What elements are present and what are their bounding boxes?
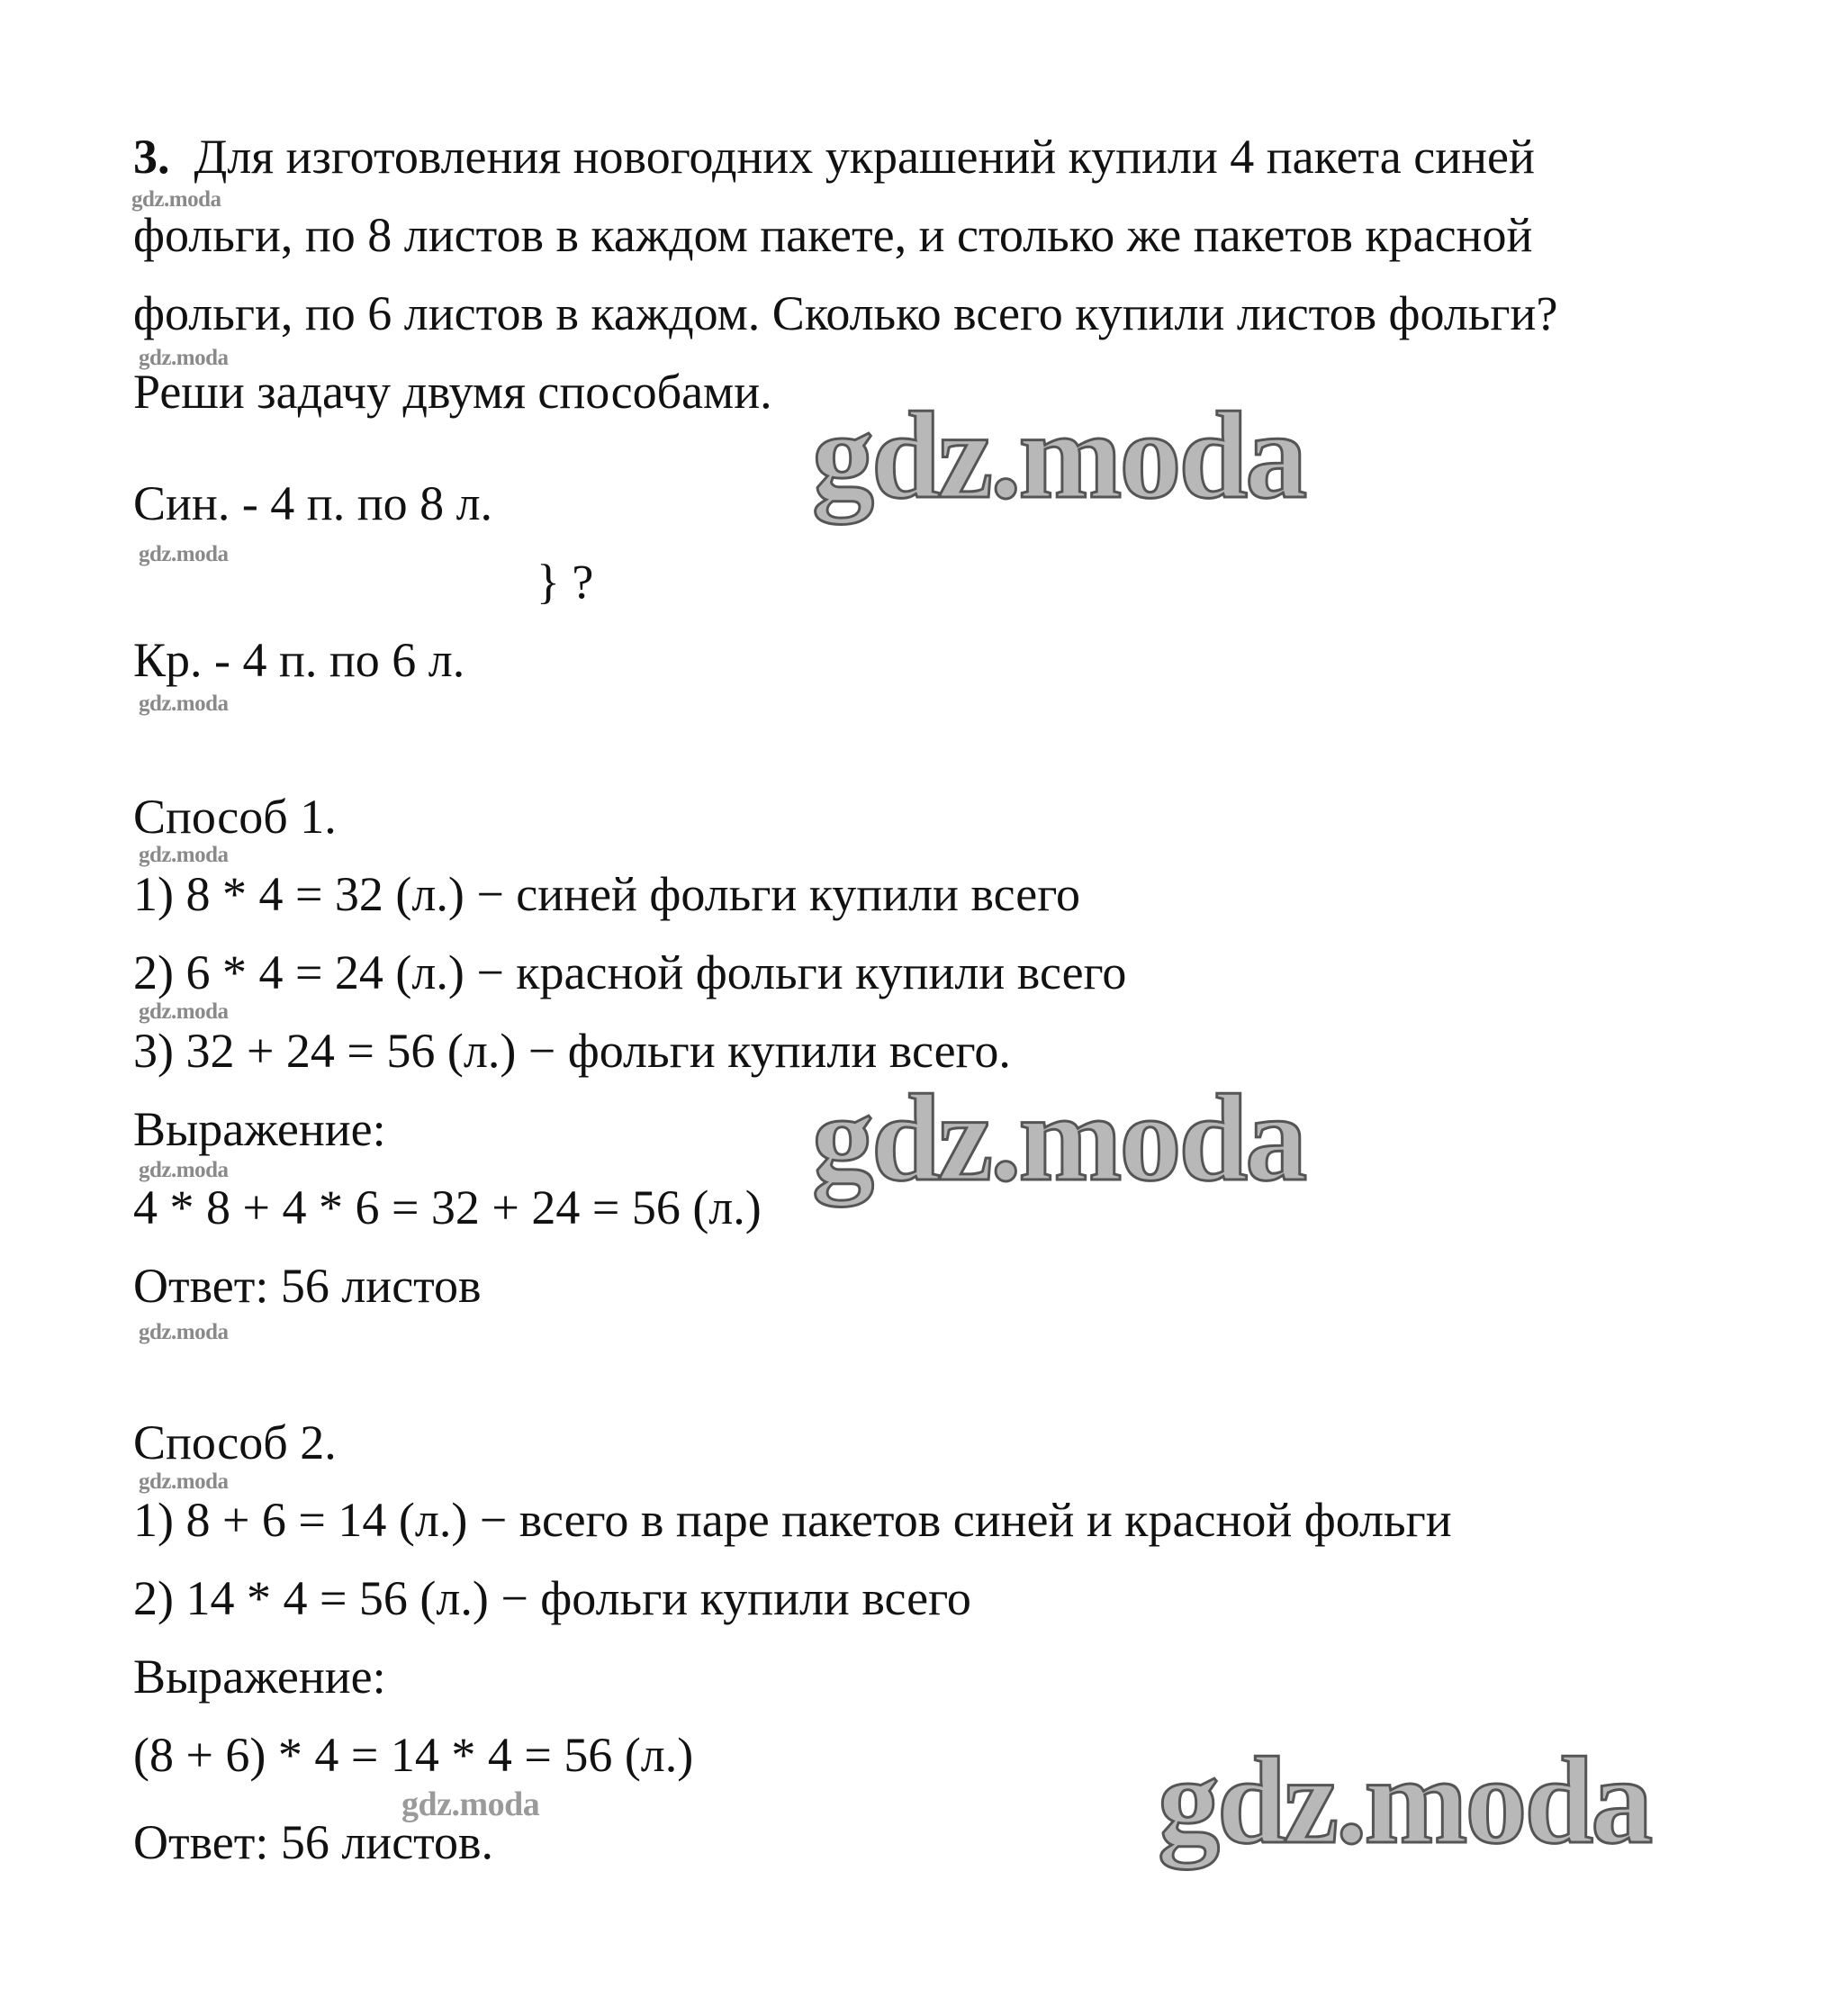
watermark-small: gdz.moda xyxy=(139,1469,229,1494)
watermark-small: gdz.moda xyxy=(139,1158,229,1182)
watermark-small: gdz.moda xyxy=(139,542,229,566)
watermark-small: gdz.moda xyxy=(131,187,221,212)
watermark-large: gdz.moda xyxy=(1158,1731,1651,1869)
watermark-small: gdz.moda xyxy=(139,999,229,1024)
problem-line-4: Реши задачу двумя способами. xyxy=(133,365,772,419)
method1-expression: 4 * 8 + 4 * 6 = 32 + 24 = 56 (л.) xyxy=(133,1180,762,1234)
method1-expression-label: Выражение: xyxy=(133,1102,386,1156)
method2-step-1: 1) 8 + 6 = 14 (л.) − всего в паре пакетов синей и красной фольги xyxy=(133,1493,1452,1547)
watermark-small: gdz.moda xyxy=(139,843,229,867)
watermark-small: gdz.moda xyxy=(139,346,229,370)
watermark-small: gdz.moda xyxy=(139,692,229,716)
watermark-large: gdz.moda xyxy=(812,386,1305,524)
problem-text-1: Для изготовления новогодних украшений купили 4 пакета синей xyxy=(194,130,1535,184)
problem-line-2: фольги, по 8 листов в каждом пакете, и столько же пакетов красной xyxy=(133,208,1533,262)
method1-step-2: 2) 6 * 4 = 24 (л.) − красной фольги купили всего xyxy=(133,945,1127,999)
method2-step-2: 2) 14 * 4 = 56 (л.) − фольги купили всего xyxy=(133,1571,971,1625)
watermark-large: gdz.moda xyxy=(812,1069,1305,1207)
method2-answer: Ответ: 56 листов. xyxy=(133,1815,494,1869)
method2-expression: (8 + 6) * 4 = 14 * 4 = 56 (л.) xyxy=(133,1728,694,1782)
method1-step-1: 1) 8 * 4 = 32 (л.) − синей фольги купили всего xyxy=(133,867,1081,921)
problem-number: 3. xyxy=(133,130,170,184)
method2-title: Способ 2. xyxy=(133,1415,337,1469)
watermark-small: gdz.moda xyxy=(139,1320,229,1344)
method1-answer: Ответ: 56 листов xyxy=(133,1259,482,1313)
condition-brace: } ? xyxy=(537,555,594,609)
condition-red: Кр. - 4 п. по 6 л. xyxy=(133,633,465,687)
condition-blue: Син. - 4 п. по 8 л. xyxy=(133,476,493,530)
problem-line-1 xyxy=(133,128,1535,185)
method1-step-3: 3) 32 + 24 = 56 (л.) − фольги купили всего. xyxy=(133,1024,1011,1078)
method2-expression-label: Выражение: xyxy=(133,1650,386,1704)
method1-title: Способ 1. xyxy=(133,790,337,844)
problem-line-3: фольги, по 6 листов в каждом. Сколько всего купили листов фольги? xyxy=(133,286,1558,340)
watermark-small: gdz.moda xyxy=(401,1785,540,1823)
